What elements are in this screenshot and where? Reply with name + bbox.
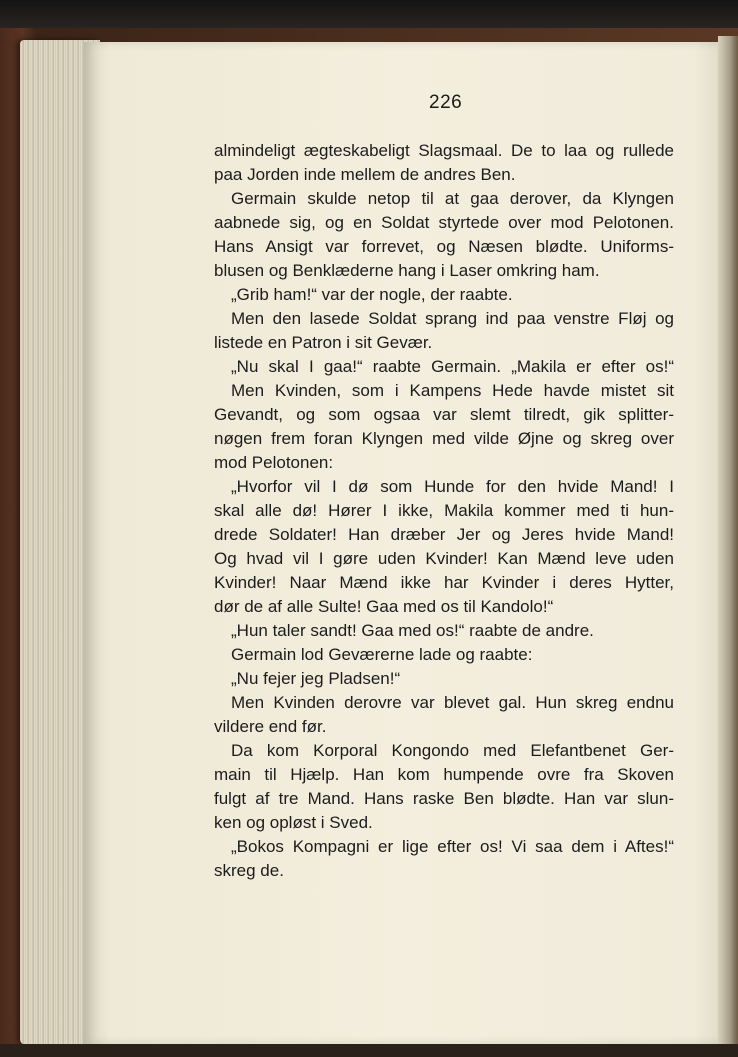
text-line: „Nu skal I gaa!“ raabte Germain. „Makila er efter os!“	[231, 357, 674, 376]
text-line: Men Kvinden, som i Kampens Hede havde mistet sit	[231, 381, 674, 400]
text-line: „Hvorfor vil I dø som Hunde for den hvide Mand! I	[231, 477, 674, 496]
text-line: skal alle dø! Hører I ikke, Makila kommer med ti hun-	[214, 501, 674, 520]
text-line: vildere end før.	[214, 717, 327, 736]
page-number: 226	[429, 92, 463, 113]
text-line: „Hun taler sandt! Gaa med os!“ raabte de andre.	[231, 621, 594, 640]
text-line: Og hvad vil I gøre uden Kvinder! Kan Mænd leve uden	[214, 549, 674, 568]
text-line: drede Soldater! Han dræber Jer og Jeres hvide Mand!	[214, 525, 674, 544]
text-line: „Grib ham!“ var der nogle, der raabte.	[231, 285, 513, 304]
text-line: main til Hjælp. Han kom humpende ovre fra Skoven	[214, 765, 674, 784]
text-line: aabnede sig, og en Soldat styrtede over mod Pelotonen.	[214, 213, 674, 232]
text-line: fulgt af tre Mand. Hans raske Ben blødte. Han var slun-	[214, 789, 674, 808]
text-line: nøgen frem foran Klyngen med vilde Øjne og skreg over	[214, 429, 674, 448]
text-line: Men den lasede Soldat sprang ind paa venstre Fløj og	[231, 309, 674, 328]
body-text	[214, 139, 674, 883]
text-line: listede en Patron i sit Gevær.	[214, 333, 433, 352]
text-line: Germain lod Geværerne lade og raabte:	[231, 645, 533, 664]
text-line: Hans Ansigt var forrevet, og Næsen blødte. Uniforms-	[214, 237, 674, 256]
text-line: Germain skulde netop til at gaa derover, da Klyngen	[231, 189, 674, 208]
text-line: mod Pelotonen:	[214, 453, 334, 472]
text-line: skreg de.	[214, 861, 284, 880]
text-line: ken og opløst i Sved.	[214, 813, 373, 832]
text-line: dør de af alle Sulte! Gaa med os til Kandolo!“	[214, 597, 554, 616]
text-line: „Nu fejer jeg Pladsen!“	[231, 669, 401, 688]
text-line: Men Kvinden derovre var blevet gal. Hun skreg endnu	[231, 693, 674, 712]
text-line: Gevandt, og som ogsaa var slemt tilredt, gik splitter-	[214, 405, 674, 424]
text-line: blusen og Benklæderne hang i Laser omkring ham.	[214, 261, 600, 280]
scan-bottom-border	[0, 1044, 738, 1057]
text-line: paa Jorden inde mellem de andres Ben.	[214, 165, 516, 184]
text-line: Da kom Korporal Kongondo med Elefantbenet Ger-	[231, 741, 674, 760]
text-line: almindeligt ægteskabeligt Slagsmaal. De to laa og rullede	[214, 141, 674, 160]
text-line: „Bokos Kompagni er lige efter os! Vi saa dem i Aftes!“	[231, 837, 674, 856]
text-line: Kvinder! Naar Mænd ikke har Kvinder i deres Hytter,	[214, 573, 674, 592]
page-right-edge	[718, 36, 738, 1046]
scan-top-border	[0, 0, 738, 30]
